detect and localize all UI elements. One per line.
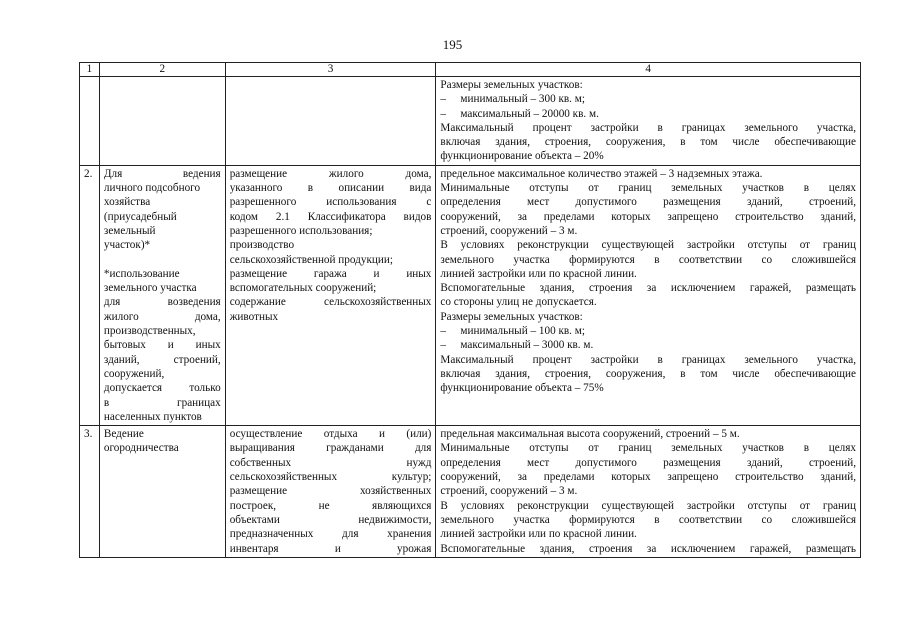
table-row bbox=[80, 165, 861, 425]
sizes-title: Размеры земельных участков: bbox=[440, 310, 583, 323]
text-line: В условиях реконструкции существующей застройки отступы от границ bbox=[440, 239, 856, 252]
text-line: сельскохозяйственной продукции; bbox=[229, 253, 393, 266]
text-line: размещение хозяйственных bbox=[229, 485, 432, 498]
text-line: включая здания, строения, сооружения, в том числе обеспечивающие bbox=[440, 367, 856, 380]
use-description-cell bbox=[225, 77, 436, 166]
text-line: жилого дома, bbox=[103, 310, 221, 323]
row-number-cell bbox=[80, 77, 100, 166]
text-line: земельного участка bbox=[103, 282, 197, 295]
text-line: определения мест допустимого размещения зданий, строений, bbox=[440, 456, 856, 469]
text-line: сельскохозяйственных культур; bbox=[229, 471, 432, 484]
text-line: предельная максимальная высота сооружений, строений – 5 м. bbox=[440, 428, 740, 441]
text-line: Для ведения bbox=[103, 167, 221, 180]
parameters-cell bbox=[436, 426, 861, 558]
text-line: объектами недвижимости, bbox=[229, 513, 432, 526]
text-line: населенных пунктов bbox=[103, 410, 202, 423]
list-item: – минимальный – 300 кв. м; bbox=[440, 93, 585, 106]
text-line: допускается только bbox=[103, 382, 221, 395]
text-line: построек, не являющихся bbox=[229, 499, 432, 512]
text-line: для возведения bbox=[103, 296, 221, 309]
text-line: в границах bbox=[103, 396, 221, 409]
text-line: предназначенных для хранения bbox=[229, 528, 432, 541]
text-line: *использование bbox=[103, 267, 180, 280]
text-line: выращивания гражданами для bbox=[229, 442, 432, 455]
text-line: производство bbox=[229, 239, 295, 252]
list-item: – максимальный – 3000 кв. м. bbox=[440, 339, 594, 352]
text-line: линией застройки или по красной линии. bbox=[440, 267, 637, 280]
text-line: земельный bbox=[103, 224, 156, 237]
text-line: функционирование объекта – 75% bbox=[440, 382, 604, 395]
text-line: Вспомогательные здания, строения за исключением гаражей, размещать bbox=[440, 542, 856, 555]
text-line: Минимальные отступы от границ земельных участков в целях bbox=[440, 182, 856, 195]
use-name-cell bbox=[99, 165, 225, 425]
text-line: Максимальный процент застройки в границах земельного участка, bbox=[440, 121, 856, 134]
use-name-cell bbox=[99, 426, 225, 558]
text-line: животных bbox=[229, 310, 279, 323]
text-line: вспомогательных сооружений; bbox=[229, 282, 377, 295]
sizes-title: Размеры земельных участков: bbox=[440, 79, 583, 91]
header-cell-4: 4 bbox=[436, 63, 861, 77]
parameters-cell bbox=[436, 165, 861, 425]
text-line: В условиях реконструкции существующей застройки отступы от границ bbox=[440, 499, 856, 512]
text-line: размещение жилого дома, bbox=[229, 167, 432, 180]
header-row bbox=[80, 63, 861, 77]
text-line: включая здания, строения, сооружения, в том числе обеспечивающие bbox=[440, 136, 856, 149]
row-number-cell: 2. bbox=[80, 165, 100, 425]
header-cell-3: 3 bbox=[225, 63, 436, 77]
list-item: – максимальный – 20000 кв. м. bbox=[440, 107, 599, 120]
text-line: Ведение bbox=[103, 428, 144, 441]
text-line: разрешенного использования с bbox=[229, 196, 432, 209]
text-line: земельного участка формируются в соответствии со сложившейся bbox=[440, 513, 856, 526]
text-line: бытовых и иных bbox=[103, 339, 221, 352]
text-line: участок)* bbox=[103, 239, 151, 252]
text-line: Максимальный процент застройки в границах земельного участка, bbox=[440, 353, 856, 366]
text-line: личного подсобного bbox=[103, 182, 201, 195]
use-description-cell bbox=[225, 165, 436, 425]
text-line: указанного в описании вида bbox=[229, 182, 432, 195]
header-cell-2: 2 bbox=[99, 63, 225, 77]
text-line: линией застройки или по красной линии. bbox=[440, 528, 637, 541]
list-item: – минимальный – 100 кв. м; bbox=[440, 325, 585, 338]
text-line: размещение гаража и иных bbox=[229, 267, 432, 280]
text-line: собственных нужд bbox=[229, 456, 432, 469]
text-line: Вспомогательные здания, строения за исключением гаражей, размещать bbox=[440, 282, 856, 295]
text-line: зданий, строений, bbox=[103, 353, 221, 366]
text-line: функционирование объекта – 20% bbox=[440, 150, 604, 163]
text-line: кодом 2.1 Классификатора видов bbox=[229, 210, 432, 223]
page-number: 195 bbox=[442, 37, 463, 52]
text-line: огородничества bbox=[103, 442, 179, 455]
zoning-table bbox=[79, 62, 861, 558]
text-line: строений, сооружений – 3 м. bbox=[440, 224, 578, 237]
table-row bbox=[80, 77, 861, 166]
parameters-cell bbox=[436, 77, 861, 166]
header-cell-1: 1 bbox=[80, 63, 100, 77]
text-line: осуществление отдыха и (или) bbox=[229, 428, 432, 441]
use-name-cell bbox=[99, 77, 225, 166]
text-line: Минимальные отступы от границ земельных участков в целях bbox=[440, 442, 856, 455]
text-line: сооружений, за пределами которых запрещено строительство зданий, bbox=[440, 471, 856, 484]
text-line: разрешенного использования; bbox=[229, 224, 373, 237]
text-line: инвентаря и урожая bbox=[229, 542, 432, 555]
text-line: строений, сооружений – 3 м. bbox=[440, 485, 578, 498]
text-line: сооружений, bbox=[103, 367, 165, 380]
row-number-cell: 3. bbox=[80, 426, 100, 558]
use-description-cell bbox=[225, 426, 436, 558]
text-line: содержание сельскохозяйственных bbox=[229, 296, 432, 309]
table-row bbox=[80, 426, 861, 558]
text-line: хозяйства bbox=[103, 196, 151, 209]
text-line: производственных, bbox=[103, 325, 196, 338]
text-line: предельное максимальное количество этажей – 3 надземных этажа. bbox=[440, 167, 763, 180]
text-line: сооружений, за пределами которых запрещено строительство зданий, bbox=[440, 210, 856, 223]
text-line: определения мест допустимого размещения зданий, строений, bbox=[440, 196, 856, 209]
text-line: (приусадебный bbox=[103, 210, 177, 223]
text-line: земельного участка формируются в соответствии со сложившейся bbox=[440, 253, 856, 266]
text-line: со стороны улиц не допускается. bbox=[440, 296, 597, 309]
